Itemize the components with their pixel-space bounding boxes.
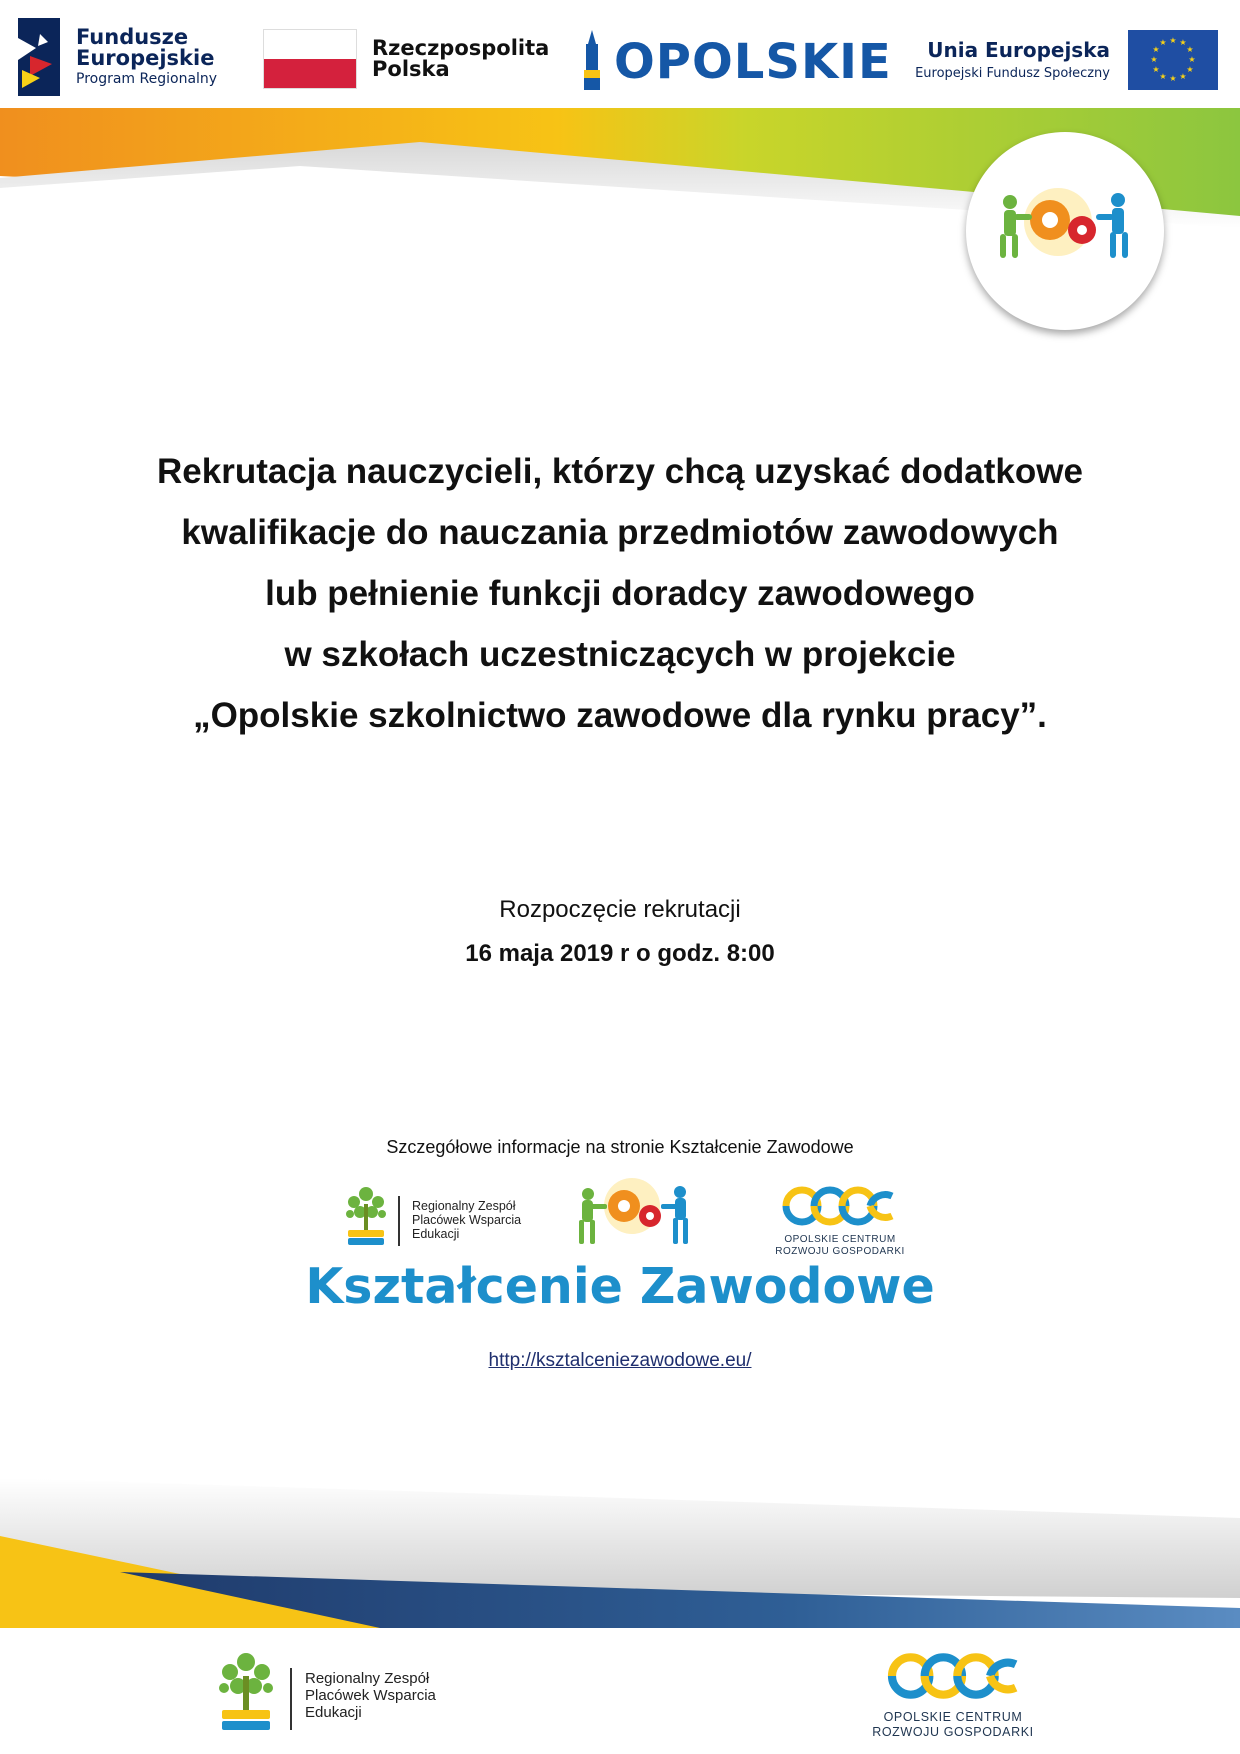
svg-text:★: ★ xyxy=(1169,36,1177,45)
opolskie-tower-icon xyxy=(580,30,604,90)
svg-text:★: ★ xyxy=(1169,74,1177,83)
footer-ocrg-rings-icon xyxy=(880,1648,1030,1704)
footer-ocrg-line2: ROZWOJU GOSPODARKI xyxy=(872,1725,1034,1739)
footer-rzpwe-line3: Edukacji xyxy=(305,1704,362,1721)
svg-text:★: ★ xyxy=(1152,65,1160,74)
fundusze-line1: Fundusze xyxy=(76,25,189,49)
unia-line1: Unia Europejska xyxy=(927,38,1110,62)
ksztalcenie-zawodowe-link[interactable]: http://ksztalceniezawodowe.eu/ xyxy=(488,1350,752,1371)
unia-line2: Europejski Fundusz Społeczny xyxy=(915,66,1110,81)
bottom-decorative-band xyxy=(0,1478,1240,1628)
svg-text:★: ★ xyxy=(1179,72,1187,81)
fundusze-europejskie-logo-icon xyxy=(18,18,60,96)
rzpwe-divider xyxy=(398,1196,400,1246)
footer-rzpwe-divider xyxy=(290,1668,292,1730)
heading-line: „Opolskie szkolnictwo zawodowe dla rynku pracy”. xyxy=(193,696,1047,735)
heading-line: w szkołach uczestniczących w projekcie xyxy=(284,635,956,674)
rzeczpospolita-line2: Polska xyxy=(372,57,450,81)
svg-text:★: ★ xyxy=(1179,38,1187,47)
polish-flag-icon xyxy=(264,30,356,88)
ocrg-text xyxy=(760,1234,920,1258)
fundusze-line2: Europejskie xyxy=(76,46,215,70)
svg-text:★: ★ xyxy=(1186,65,1194,74)
info-text: Szczegółowe informacje na stronie Kształcenie Zawodowe xyxy=(386,1137,854,1157)
kz-gears-people-icon xyxy=(576,1170,694,1258)
ocrg-line1: OPOLSKIE CENTRUM xyxy=(784,1234,896,1245)
svg-text:★: ★ xyxy=(1186,45,1194,54)
unia-europejska-text xyxy=(910,38,1110,81)
recruitment-date: 16 maja 2019 r o godz. 8:00 xyxy=(465,940,775,967)
rzeczpospolita-polska-text xyxy=(372,38,549,80)
footer-ocrg-line1: OPOLSKIE CENTRUM xyxy=(883,1710,1023,1724)
heading-line: lub pełnienie funkcji doradcy zawodowego xyxy=(265,574,975,613)
rzpwe-line1: Regionalny Zespół xyxy=(412,1199,516,1213)
gears-people-icon xyxy=(996,162,1134,300)
ksztalcenie-zawodowe-title: Kształcenie Zawodowe xyxy=(305,1258,935,1315)
svg-text:★: ★ xyxy=(1159,72,1167,81)
footer-rzpwe-text xyxy=(305,1670,436,1721)
heading-line: kwalifikacje do nauczania przedmiotów zawodowych xyxy=(181,513,1059,552)
recruitment-label: Rozpoczęcie rekrutacji xyxy=(499,896,741,923)
footer-rzpwe-line1: Regionalny Zespół xyxy=(305,1670,430,1687)
rzpwe-line2: Placówek Wsparcia xyxy=(412,1213,522,1227)
ocrg-line2: ROZWOJU GOSPODARKI xyxy=(775,1246,905,1257)
rzpwe-text xyxy=(412,1199,521,1241)
eu-flag-icon xyxy=(1128,30,1218,90)
svg-text:★: ★ xyxy=(1188,55,1196,64)
svg-text:★: ★ xyxy=(1159,38,1167,47)
heading-line: Rekrutacja nauczycieli, którzy chcą uzyskać dodatkowe xyxy=(157,452,1083,491)
rzpwe-tree-books-icon xyxy=(342,1182,390,1250)
footer-ocrg-text xyxy=(855,1710,1051,1740)
fundusze-line3: Program Regionalny xyxy=(76,71,218,87)
footer-rzpwe-line2: Placówek Wsparcia xyxy=(305,1687,436,1704)
announcement-heading xyxy=(90,441,1150,746)
rzpwe-line3: Edukacji xyxy=(412,1227,460,1241)
svg-text:★: ★ xyxy=(1152,45,1160,54)
opolskie-logo-text: OPOLSKIE xyxy=(614,34,892,90)
fundusze-europejskie-text xyxy=(76,27,217,86)
gears-emblem-circle xyxy=(966,132,1164,330)
footer-rzpwe-tree-books-icon xyxy=(216,1648,276,1738)
svg-text:★: ★ xyxy=(1150,55,1158,64)
rzeczpospolita-line1: Rzeczpospolita xyxy=(372,36,550,60)
ocrg-rings-icon xyxy=(780,1182,900,1230)
